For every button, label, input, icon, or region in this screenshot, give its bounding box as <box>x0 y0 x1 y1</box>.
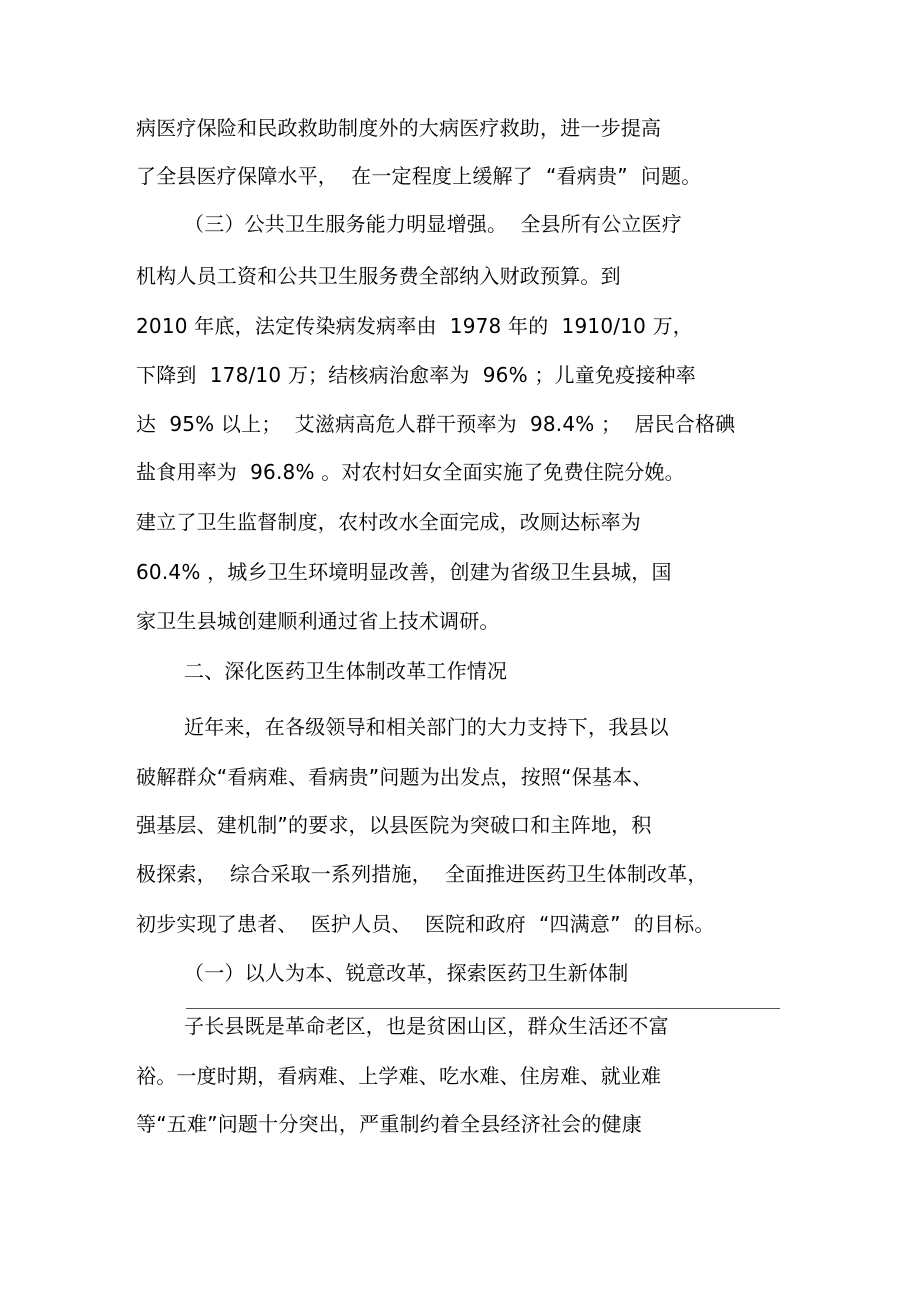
paragraph-line: 60.4% ，城乡卫生环境明显改善，创建为省级卫生县城，国 <box>136 560 672 584</box>
paragraph-line: 建立了卫生监督制度，农村改水全面完成，改厕达标率为 <box>136 510 641 534</box>
paragraph-line: 破解群众“看病难、看病贵”问题为出发点，按照“保基本、 <box>136 765 653 789</box>
subsection-heading: （一）以人为本、锐意改革，探索医药卫生新体制 <box>184 961 629 985</box>
paragraph-line: 家卫生县城创建顺利通过省上技术调研。 <box>136 609 500 633</box>
paragraph-line: 达 95% 以上； 艾滋病高危人群干预率为 98.4% ； 居民合格碘 <box>136 412 736 436</box>
paragraph-line: 强基层、建机制”的要求，以县医院为突破口和主阵地，积 <box>136 813 652 837</box>
section-heading: 二、深化医药卫生体制改革工作情况 <box>184 659 508 683</box>
paragraph-line: 初步实现了患者、 医护人员、 医院和政府 “四满意” 的目标。 <box>136 912 715 936</box>
paragraph-line: 了全县医疗保障水平， 在一定程度上缓解了 “看病贵” 问题。 <box>136 164 702 188</box>
paragraph-line: 下降到 178/10 万；结核病治愈率为 96% ；儿童免疫接种率 <box>136 363 696 387</box>
paragraph-line: 病医疗保险和民政救助制度外的大病医疗救助，进一步提高 <box>136 116 662 140</box>
paragraph-line: 裕。一度时期，看病难、上学难、吃水难、住房难、就业难 <box>136 1064 662 1088</box>
horizontal-rule <box>186 1008 780 1009</box>
paragraph-line: 等“五难”问题十分突出，严重制约着全县经济社会的健康 <box>136 1112 642 1136</box>
paragraph-line: 近年来，在各级领导和相关部门的大力支持下，我县以 <box>184 715 669 739</box>
paragraph-line: 盐食用率为 96.8% 。对农村妇女全面实施了免费住院分娩。 <box>136 460 685 484</box>
paragraph-line: 子长县既是革命老区，也是贫困山区，群众生活还不富 <box>184 1014 669 1038</box>
section-heading-line: （三）公共卫生服务能力明显增强。 全县所有公立医疗 <box>184 212 682 236</box>
paragraph-line: 极探索， 综合采取一系列措施， 全面推进医药卫生体制改革， <box>136 862 708 886</box>
paragraph-line: 机构人员工资和公共卫生服务费全部纳入财政预算。到 <box>136 264 621 288</box>
paragraph-line: 2010 年底，法定传染病发病率由 1978 年的 1910/10 万， <box>136 314 693 338</box>
